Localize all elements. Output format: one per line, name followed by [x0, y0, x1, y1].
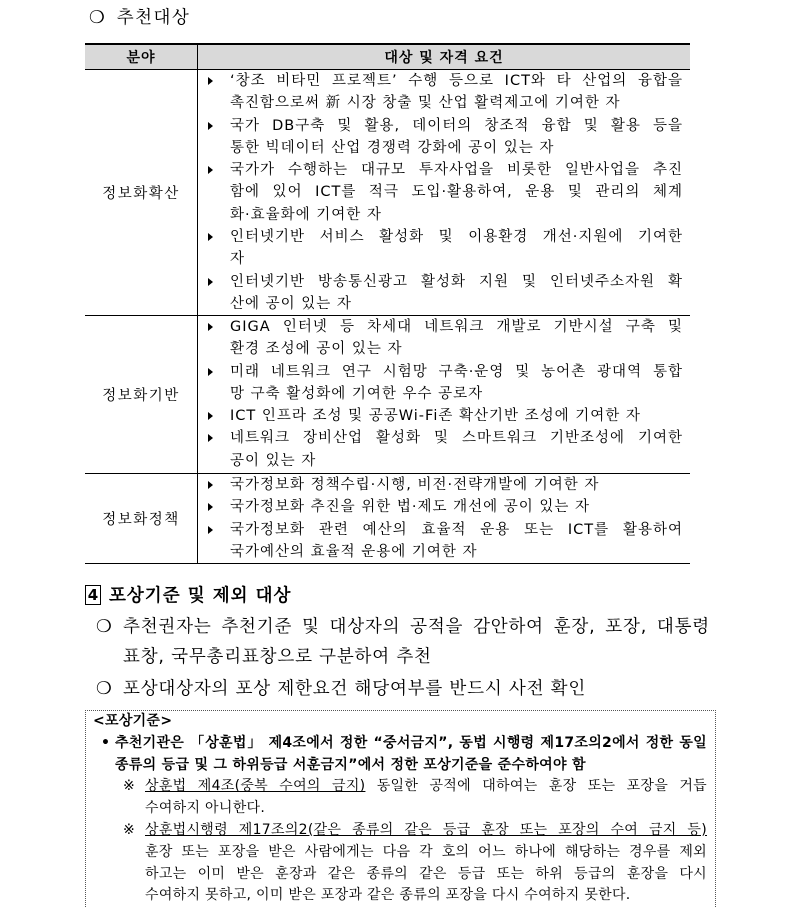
- table-row: [85, 474, 690, 564]
- requirement-line: 미래 네트워크 연구 시험망 구축·운영 및 농어촌 광대역 통합: [230, 363, 683, 380]
- section-4-heading: [85, 585, 291, 607]
- requirements-cell: [198, 316, 690, 473]
- requirement-line: 환경 조성에 공이 있는 자: [230, 341, 403, 358]
- requirement-line: 망 구축 활성화에 기여한 우수 공로자: [230, 385, 484, 402]
- section-number-box: 4: [85, 585, 101, 605]
- note-line: 훈장 또는 포장을 받은 사람에게는 다음 각 호의 어느 하나에 해당하는 경우를 제외: [145, 843, 707, 860]
- requirements-cell: [198, 70, 690, 315]
- requirement-item: [198, 474, 690, 496]
- requirement-line: 산에 공이 있는 자: [230, 295, 352, 312]
- table-row: [85, 70, 690, 316]
- requirement-item: [198, 361, 690, 406]
- triangle-bullet-icon: [208, 323, 213, 331]
- requirement-line: 인터넷기반 방송통신광고 활성화 지원 및 인터넷주소자원 확: [230, 273, 683, 290]
- requirement-item: [198, 226, 690, 271]
- note-line: 하고는 이미 받은 훈장과 같은 종류의 같은 등급 또는 하위 등급의 훈장을 다시: [145, 865, 707, 882]
- recommend-target-heading: [89, 6, 190, 30]
- requirement-line: 함에 있어 ICT를 적극 도입·활용하여, 운용 및 관리의 체계: [230, 184, 683, 201]
- dot-bullet: •: [101, 734, 111, 751]
- paragraph-line: 포상대상자의 포상 제한요건 해당여부를 반드시 사전 확인: [123, 679, 587, 699]
- requirement-line: GIGA 인터넷 등 차세대 네트워크 개발로 기반시설 구축 및: [230, 319, 683, 335]
- column-header-requirements: 대상 및 자격 요건: [384, 50, 504, 66]
- note-title: 상훈법 제4조(중복 수여의 금지): [145, 778, 366, 795]
- note-line: [145, 776, 707, 798]
- column-header-field: 분야: [85, 45, 198, 69]
- rule-line: 종류의 등급 및 그 하위등급 서훈금지”에서 정한 포상기준을 준수하여야 함: [115, 756, 586, 773]
- requirement-line: 국가 DB구축 및 활용, 데이터의 창조적 융합 및 활용 등을: [230, 117, 683, 134]
- requirement-line: 촉진함으로써 新 시장 창출 및 산업 활력제고에 기여한 자: [230, 95, 621, 112]
- circle-bullet: ❍: [89, 8, 105, 28]
- rule-line: 추천기관은 「상훈법」 제4조에서 정한 “중서금지”, 동법 시행령 제17조의2에서 정한 동일: [115, 734, 707, 751]
- requirement-line: 통한 빅데이터 산업 경쟁력 강화에 공이 있는 자: [230, 139, 555, 156]
- triangle-bullet-icon: [208, 77, 213, 85]
- requirements-cell: [198, 474, 690, 563]
- note-line: 수여하지 못하고, 이미 받은 포장과 같은 종류의 포장을 다시 수여하지 못한다.: [145, 887, 631, 904]
- paragraph-item: [96, 674, 710, 704]
- requirement-line: 인터넷기반 서비스 활성화 및 이용환경 개선·지원에 기여한: [230, 229, 683, 246]
- requirement-line: 자: [230, 251, 246, 268]
- heading-text: 추천대상: [116, 8, 191, 28]
- triangle-bullet-icon: [208, 233, 213, 241]
- table-header-row: [85, 43, 690, 70]
- triangle-bullet-icon: [208, 503, 213, 511]
- requirement-item: [198, 519, 690, 564]
- requirement-line: ICT 인프라 조성 및 공공Wi-Fi존 확산기반 조성에 기여한 자: [230, 408, 641, 425]
- triangle-bullet-icon: [208, 434, 213, 442]
- field-cell: 정보화확산: [85, 70, 198, 315]
- note-line: 수여하지 아니한다.: [145, 800, 266, 817]
- criteria-rule: [86, 733, 715, 777]
- requirement-item: [198, 316, 690, 361]
- note-text: 동일한 공적에 대하여는 훈장 또는 포장을 거듭: [376, 778, 707, 795]
- requirement-line: 공이 있는 자: [230, 452, 317, 469]
- triangle-bullet-icon: [208, 368, 213, 376]
- requirement-line: 국가정보화 관련 예산의 효율적 운용 또는 ICT를 활용하여: [230, 521, 683, 538]
- triangle-bullet-icon: [208, 278, 213, 286]
- section-title: 포상기준 및 제외 대상: [109, 586, 292, 606]
- triangle-bullet-icon: [208, 526, 213, 534]
- requirement-item: [198, 70, 690, 115]
- requirement-line: 국가정보화 정책수립·시행, 비전·전략개발에 기여한 자: [230, 477, 600, 493]
- paragraph-line: 표창, 국무총리표창으로 구분하여 추천: [123, 647, 432, 667]
- requirement-line: 네트워크 장비산업 활성화 및 스마트워크 기반조성에 기여한: [230, 430, 683, 447]
- triangle-bullet-icon: [208, 166, 213, 174]
- reference-mark: ※: [123, 778, 136, 795]
- table-row: [85, 316, 690, 474]
- circle-bullet: ❍: [96, 679, 112, 699]
- requirement-line: 국가가 수행하는 대규모 투자사업을 비롯한 일반사업을 추진: [230, 162, 683, 179]
- eligibility-table: [85, 43, 690, 564]
- requirement-item: [198, 427, 690, 472]
- paragraph-line: 추천권자는 추천기준 및 대상자의 공적을 감안하여 훈장, 포장, 대통령: [123, 617, 710, 637]
- requirement-line: 국가정보화 추진을 위한 법·제도 개선에 공이 있는 자: [230, 499, 591, 516]
- requirement-item: [198, 271, 690, 316]
- triangle-bullet-icon: [208, 122, 213, 130]
- field-cell: 정보화기반: [85, 316, 198, 473]
- field-cell: 정보화정책: [85, 474, 198, 563]
- triangle-bullet-icon: [208, 481, 213, 489]
- requirement-line: 화·효율화에 기여한 자: [230, 206, 382, 223]
- requirement-item: [198, 115, 690, 160]
- triangle-bullet-icon: [208, 412, 213, 420]
- requirement-item: [198, 496, 690, 518]
- requirement-item: [198, 159, 690, 226]
- criteria-note: [86, 820, 715, 907]
- note-line: [145, 820, 707, 842]
- award-criteria-box: [85, 710, 716, 907]
- circle-bullet: ❍: [96, 617, 112, 637]
- section-4-paragraphs: [96, 612, 710, 704]
- requirement-line: ‘창조 비타민 프로젝트’ 수행 등으로 ICT와 타 산업의 융합을: [230, 73, 683, 89]
- requirement-item: [198, 405, 690, 427]
- criteria-heading: <포상기준>: [93, 713, 173, 729]
- paragraph-item: [96, 612, 710, 672]
- criteria-note: [86, 776, 715, 820]
- reference-mark: ※: [123, 821, 136, 838]
- note-title: 상훈법시행령 제17조의2(같은 종류의 같은 등급 훈장 또는 포장의 수여 금지 등): [145, 821, 707, 838]
- requirement-line: 국가예산의 효율적 운용에 기여한 자: [230, 543, 478, 560]
